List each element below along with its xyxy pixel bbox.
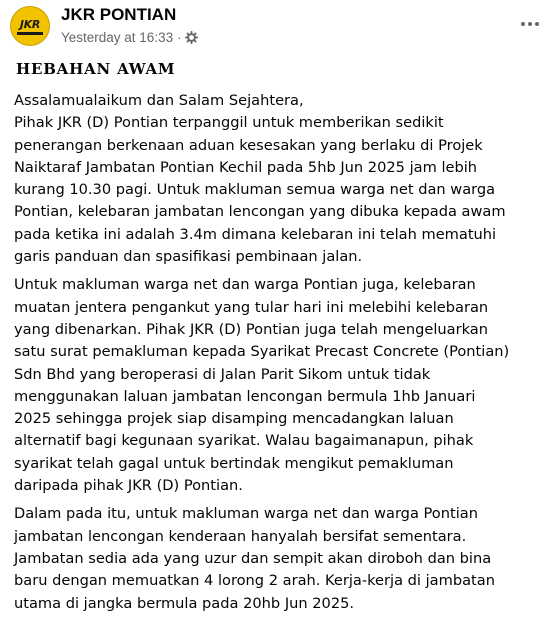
- paragraph-3: [14, 503, 544, 614]
- text-line: Untuk makluman warga net dan warga Pontian juga, kelebaran: [14, 276, 476, 294]
- text-line: penerangan berkenaan aduan kesesakan yang berlaku di Projek: [14, 136, 483, 154]
- text-line: Pihak JKR (D) Pontian terpanggil untuk memberikan sedikit: [14, 114, 444, 132]
- page-avatar[interactable]: [10, 6, 50, 46]
- post-body: [14, 56, 544, 621]
- text-line: Assalamualaikum dan Salam Sejahtera,: [14, 92, 304, 109]
- text-line: kurang 10.30 pagi. Untuk makluman semua warga net dan warga: [14, 181, 496, 199]
- jkr-logo-icon: JKR: [19, 18, 41, 31]
- text-line: alternatif bagi kegunaan syarikat. Walau bagaimanapun, pihak: [14, 432, 474, 450]
- text-line: jambatan lencongan kenderaan hanyalah bersifat sementara.: [14, 527, 467, 545]
- text-line: utama di jangka bermula pada 20hb Jun 2025.: [14, 594, 355, 612]
- text-line: garis panduan dan spasifikasi pembinaan jalan.: [14, 248, 363, 266]
- text-line: Sdn Bhd yang beroperasi di Jalan Parit Sikom untuk tidak: [14, 365, 431, 383]
- gear-icon[interactable]: [185, 31, 198, 44]
- text-line: baru dengan memuatkan 4 lorong 2 arah. Kerja-kerja di jambatan: [14, 572, 495, 590]
- dot: [521, 22, 525, 26]
- text-line: Pontian, kelebaran jambatan lencongan yang dibuka kepada awam: [14, 203, 506, 221]
- text-line: yang dibenarkan. Pihak JKR (D) Pontian juga telah mengeluarkan: [14, 320, 489, 338]
- text-line: satu surat pemakluman kepada Syarikat Precast Concrete (Pontian): [14, 343, 510, 361]
- paragraph-2: [14, 274, 544, 497]
- text-line: 2025 sehingga projek siap disamping mencadangkan laluan: [14, 410, 454, 428]
- text-line: Naiktaraf Jambatan Pontian Kechil pada 5hb Jun 2025 jam lebih: [14, 158, 478, 176]
- dot: [528, 22, 532, 26]
- text-line: pada ketika ini adalah 3.4m dimana kelebaran ini telah mematuhi: [14, 225, 497, 243]
- text-line: muatan jentera pengankut yang tular hari ini melebihi kelebaran: [14, 298, 489, 316]
- text-line: daripada pihak JKR (D) Pontian.: [14, 477, 243, 495]
- text-line: syarikat telah gagal untuk bertindak mengikut pemakluman: [14, 454, 454, 472]
- text-line: Jambatan sedia ada yang uzur dan sempit akan diroboh dan bina: [14, 549, 492, 567]
- post-meta: [61, 29, 198, 45]
- post-heading: HEBAHAN AWAM: [16, 60, 176, 78]
- meta-separator: ·: [177, 29, 182, 45]
- more-options-icon[interactable]: [516, 12, 544, 36]
- logo-underline: [17, 32, 43, 35]
- text-line: Dalam pada itu, untuk makluman warga net dan warga Pontian: [14, 505, 478, 523]
- post-timestamp[interactable]: Yesterday at 16:33: [61, 29, 174, 45]
- post-header: [0, 0, 556, 52]
- dot: [535, 22, 539, 26]
- page-name-link[interactable]: JKR PONTIAN: [61, 5, 177, 24]
- text-line: menggunakan laluan jambatan lencongan bermula 1hb Januari: [14, 387, 476, 405]
- paragraph-1: [14, 90, 544, 268]
